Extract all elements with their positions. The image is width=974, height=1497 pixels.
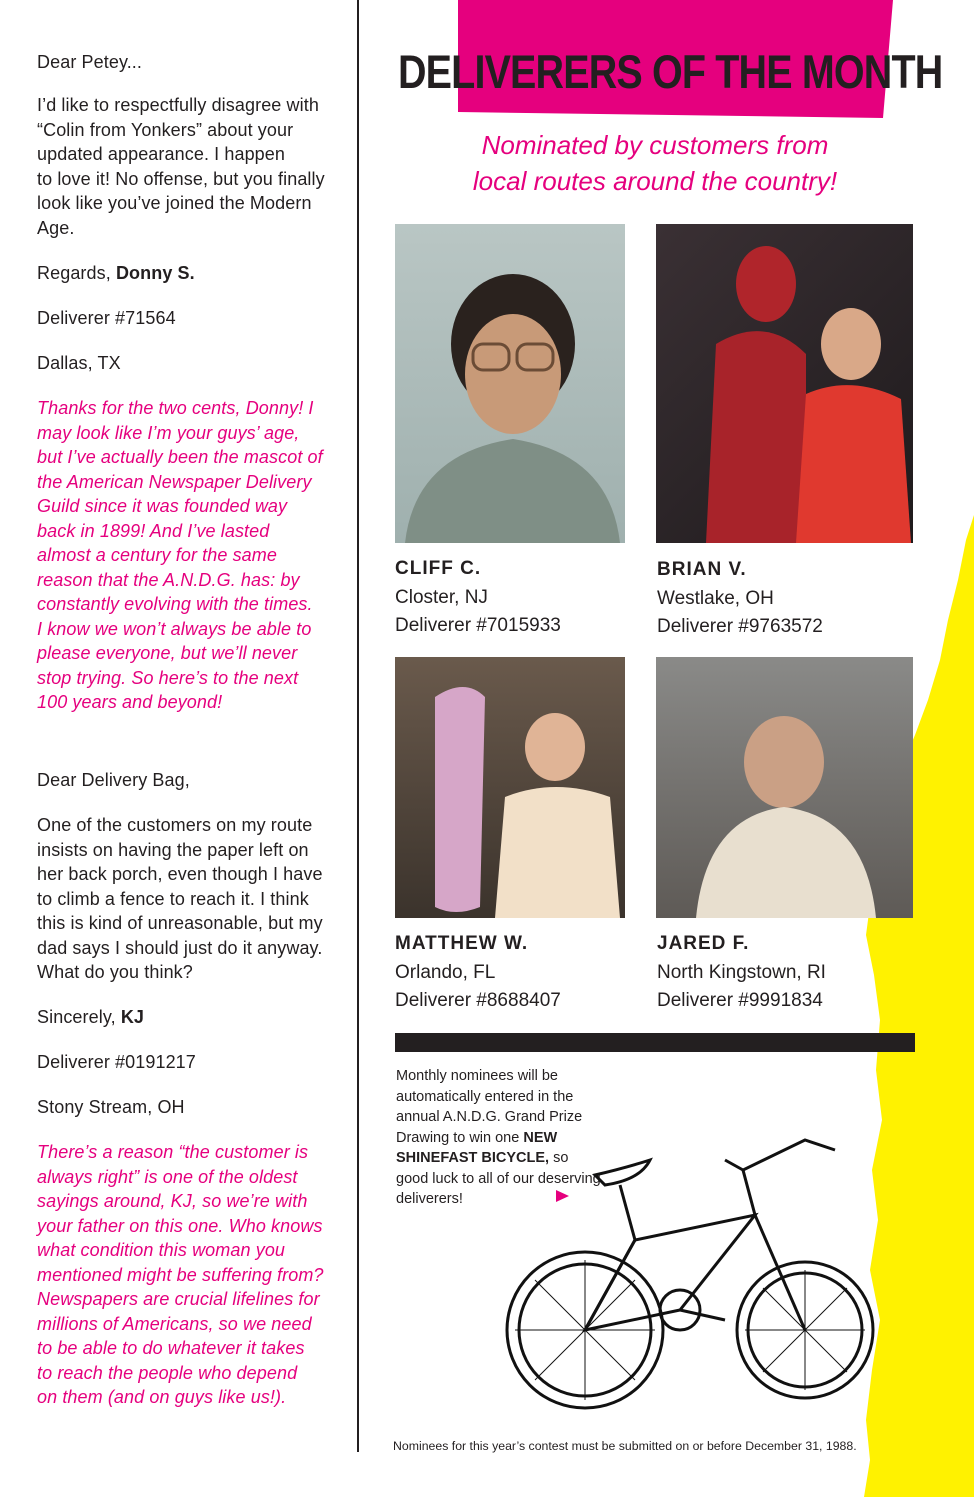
photo-matthew [395, 657, 625, 918]
prize-line: deliverers! [396, 1191, 463, 1207]
bicycle-illustration [505, 1130, 885, 1430]
text-line: 100 years and beyond! [37, 692, 223, 712]
letter1-location: Dallas, TX [37, 353, 121, 373]
text-line: insists on having the paper left on [37, 839, 309, 860]
prize-bold: SHINEFAST BICYCLE, [396, 1150, 550, 1166]
signoff-text: Regards, [37, 263, 111, 283]
deliverer-number: Deliverer #7015933 [395, 615, 561, 636]
prize-line: Monthly nominees will be [396, 1068, 558, 1084]
letter1-reply [37, 396, 323, 715]
text-line: always right” is one of the oldest [37, 1166, 298, 1187]
prize-text: Drawing to win one [396, 1129, 524, 1146]
portrait-illustration [395, 224, 625, 543]
deliverer-name: MATTHEW W. [395, 933, 529, 954]
text-line: I’d like to respectfully disagree with [37, 95, 319, 115]
text-line: Age. [37, 217, 75, 238]
signoff-text: Sincerely, [37, 1007, 116, 1027]
text-line: stop trying. So here’s to the next [37, 667, 299, 688]
letter2-deliverer: Deliverer #0191217 [37, 1052, 196, 1072]
text-line: Thanks for the two cents, Donny! I [37, 398, 314, 418]
text-line: look like you’ve joined the Modern [37, 193, 312, 213]
deliverer-number: Deliverer #9991834 [657, 990, 823, 1011]
subtitle-line-2: local routes around the country! [472, 166, 838, 196]
black-divider-bar [395, 1033, 915, 1052]
text-line: your father on this one. Who knows [37, 1215, 323, 1236]
deliverer-location: Westlake, OH [657, 587, 774, 609]
text-line: but I’ve actually been the mascot of [37, 447, 323, 467]
text-line: this is kind of unreasonable, but my [37, 913, 323, 933]
deliverer-location: Closter, NJ [395, 586, 488, 608]
text-line: to reach the people who depend [37, 1362, 298, 1383]
text-line: Guild since it was founded way [37, 496, 288, 516]
text-line: to climb a fence to reach it. I think [37, 888, 309, 909]
text-line: her back porch, even though I have [37, 864, 323, 884]
text-line: millions of Americans, so we need [37, 1313, 312, 1334]
letter2-location: Stony Stream, OH [37, 1097, 185, 1117]
deliverer-card-2 [657, 556, 823, 642]
letter1-salutation: Dear Petey... [37, 52, 143, 72]
signer-name: Donny S. [115, 263, 195, 283]
letter2-signoff [37, 1005, 144, 1030]
text-line: back in 1899! And I’ve lasted [37, 520, 270, 541]
prize-bold: NEW [523, 1129, 558, 1146]
text-line: There’s a reason “the customer is [37, 1142, 309, 1162]
text-line: please everyone, but we’ll never [37, 643, 298, 663]
text-line: updated appearance. I happen [37, 144, 286, 164]
prize-text: so [549, 1150, 569, 1166]
prize-line: good luck to all of our deserving [396, 1170, 601, 1187]
letter2-body [37, 813, 323, 985]
text-line: may look like I’m your guys’ age, [37, 422, 300, 443]
text-line: “Colin from Yonkers” about your [37, 119, 294, 140]
prize-line: automatically entered in the [396, 1088, 574, 1105]
letter1-body [37, 93, 325, 240]
deliverer-number: Deliverer #9763572 [657, 616, 823, 637]
portrait-illustration [395, 657, 625, 918]
signer-name: KJ [120, 1007, 145, 1027]
photo-cliff [395, 224, 625, 543]
text-line: on them (and on guys like us!). [37, 1387, 287, 1407]
deliverer-card-4 [657, 930, 826, 1016]
deliverer-location: North Kingstown, RI [657, 961, 826, 983]
letter1-deliverer: Deliverer #71564 [37, 308, 176, 328]
letter1-signoff [37, 261, 195, 286]
subtitle-line-1: Nominated by customers from [481, 130, 829, 160]
text-line: I know we won’t always be able to [37, 618, 312, 639]
text-line: the American Newspaper Delivery [37, 471, 312, 492]
deliverer-name: JARED F. [657, 933, 750, 954]
deliverer-name: CLIFF C. [395, 558, 482, 579]
page-title: DELIVERERS OF THE MONTH [398, 45, 943, 98]
text-line: constantly evolving with the times. [37, 594, 313, 614]
text-line: mentioned might be suffering from? [37, 1264, 324, 1285]
text-line: almost a century for the same [37, 545, 278, 565]
text-line: to love it! No offense, but you finally [37, 168, 325, 189]
deliverer-card-1 [395, 555, 561, 641]
photo-brian [656, 224, 913, 543]
deliverer-name: BRIAN V. [657, 559, 747, 580]
text-line: to be able to do whatever it takes [37, 1338, 305, 1358]
portrait-illustration [656, 657, 913, 918]
text-line: dad says I should just do it anyway. [37, 937, 323, 958]
column-divider [357, 0, 359, 1452]
portrait-illustration [656, 224, 913, 543]
letter2-salutation: Dear Delivery Bag, [37, 770, 190, 790]
text-line: sayings around, KJ, so we’re with [37, 1191, 308, 1211]
prize-line: annual A.N.D.G. Grand Prize [396, 1109, 583, 1125]
text-line: what condition this woman you [37, 1240, 286, 1260]
deliverer-number: Deliverer #8688407 [395, 990, 561, 1011]
letter2-reply [37, 1140, 324, 1410]
deliverer-card-3 [395, 930, 561, 1016]
footer-note: Nominees for this year’s contest must be submitted on or before December 31, 1988. [393, 1439, 857, 1453]
text-line: Newspapers are crucial lifelines for [37, 1289, 320, 1309]
deliverer-location: Orlando, FL [395, 961, 496, 983]
text-line: What do you think? [37, 962, 193, 982]
text-line: One of the customers on my route [37, 815, 313, 835]
photo-jared [656, 657, 913, 918]
text-line: reason that the A.N.D.G. has: by [37, 569, 300, 590]
